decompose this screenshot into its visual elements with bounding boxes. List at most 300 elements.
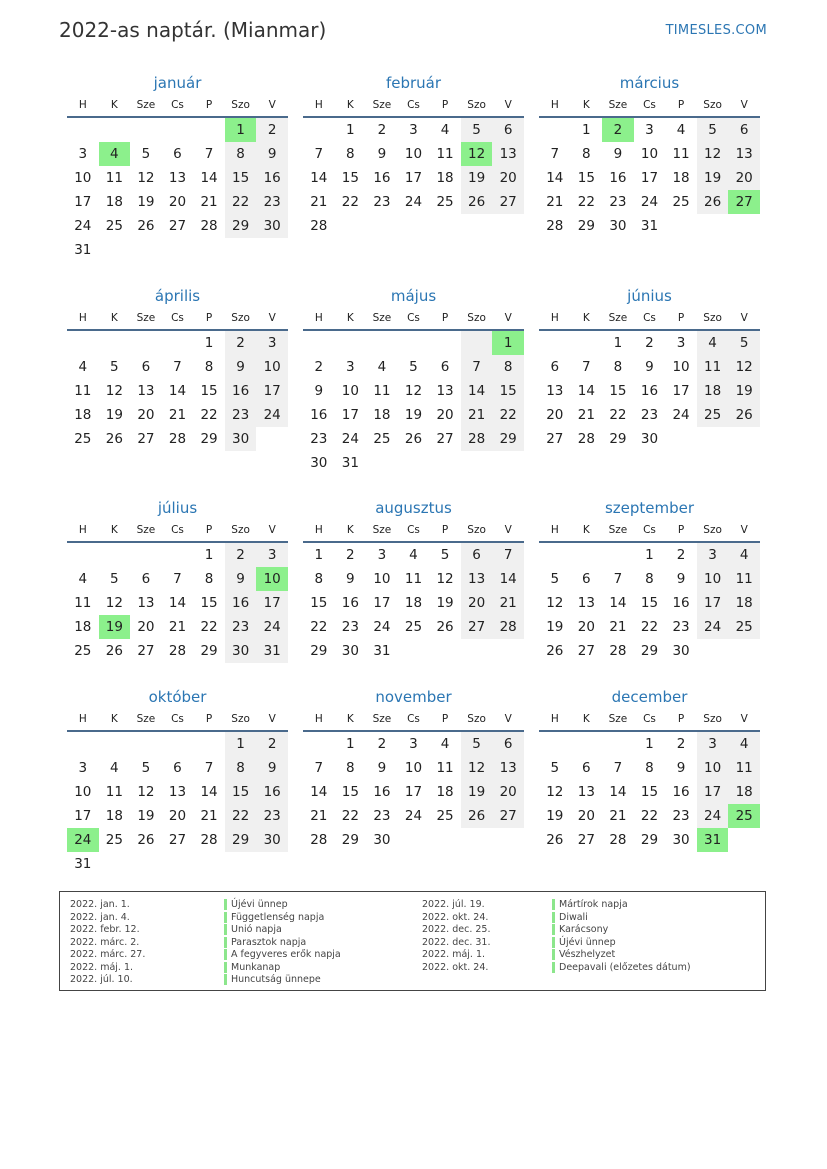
weekday-label: H	[314, 713, 323, 725]
day-cell: 9	[676, 571, 686, 587]
day-cell: 15	[341, 784, 359, 800]
weekday-label: Cs	[407, 524, 420, 536]
day-cell: 21	[546, 194, 564, 210]
day-cell: 22	[225, 190, 257, 214]
day-cell: 15	[341, 170, 359, 186]
weekday-label: K	[582, 99, 590, 111]
day-cell: 17	[640, 170, 659, 186]
empty-cell	[571, 732, 603, 756]
day-cell: 20	[168, 808, 187, 824]
legend-marker: Újévi ünnep	[552, 937, 616, 948]
day-cell: 17	[256, 591, 288, 615]
empty-cell	[335, 214, 367, 238]
day-cell: 13	[168, 784, 187, 800]
legend-holiday-name	[224, 899, 341, 912]
day-cell: 14	[200, 170, 218, 186]
day-cell: 26	[728, 403, 760, 427]
weekday-label: K	[346, 713, 354, 725]
day-cell: 21	[310, 194, 328, 210]
day-cell: 1	[582, 122, 591, 138]
day-cell: 29	[225, 828, 257, 852]
weekday-label: Sze	[372, 99, 392, 111]
empty-cell	[99, 238, 131, 262]
day-cell: 5	[440, 547, 450, 563]
day-cell: 25	[74, 643, 92, 659]
day-cell: 11	[105, 784, 123, 800]
day-grid	[303, 732, 524, 852]
legend-marker: Mártírok napja	[552, 899, 628, 910]
weekday-header	[539, 708, 760, 732]
day-cell: 15	[577, 170, 595, 186]
day-cell: 25	[404, 619, 423, 635]
day-cell: 11	[672, 146, 690, 162]
day-cell: 8	[613, 359, 623, 375]
day-cell: 10	[404, 146, 423, 162]
weekday-label: H	[78, 713, 87, 725]
weekday-header	[539, 94, 760, 118]
empty-cell	[429, 214, 461, 238]
day-cell: 4	[377, 359, 387, 375]
day-cell: 31	[341, 455, 359, 471]
weekday-label: Sze	[372, 713, 392, 725]
empty-cell	[99, 543, 131, 567]
day-cell: 5	[461, 732, 493, 756]
day-cell: 2	[377, 122, 387, 138]
day-cell: 18	[672, 170, 690, 186]
empty-cell	[130, 331, 162, 355]
day-cell: 3	[78, 146, 88, 162]
day-cell: 3	[697, 732, 729, 756]
weekday-label: V	[504, 524, 512, 536]
day-cell: 17	[74, 808, 92, 824]
day-cell: 24	[672, 407, 690, 423]
day-cell: 16	[640, 383, 659, 399]
day-cell: 6	[550, 359, 560, 375]
day-cell: 22	[200, 619, 218, 635]
day-cell: 9	[645, 359, 654, 375]
day-cell: 6	[492, 732, 524, 756]
day-cell: 26	[137, 218, 155, 234]
day-cell: 18	[728, 591, 760, 615]
empty-cell	[398, 639, 430, 663]
day-cell: 26	[137, 832, 155, 848]
day-cell: 28	[310, 218, 328, 234]
legend-holiday-name	[224, 974, 341, 987]
day-cell: 8	[346, 146, 355, 162]
day-cell: 18	[404, 595, 423, 611]
day-cell: 13	[546, 383, 564, 399]
day-cell: 26	[105, 643, 123, 659]
day-cell: 18	[74, 619, 92, 635]
day-cell: 24	[697, 804, 729, 828]
weekday-label: H	[550, 524, 559, 536]
month-calendar	[67, 285, 288, 451]
day-cell: 6	[141, 571, 151, 587]
legend-date: 2022. máj. 1.	[422, 949, 486, 960]
empty-cell	[571, 543, 603, 567]
day-cell: 11	[74, 383, 92, 399]
day-cell: 2	[377, 736, 387, 752]
day-cell: 23	[341, 619, 359, 635]
empty-cell	[665, 427, 697, 451]
day-cell: 7	[173, 359, 182, 375]
day-cell: 13	[436, 383, 454, 399]
day-cell: 27	[546, 431, 564, 447]
day-cell: 18	[436, 170, 454, 186]
empty-cell	[539, 543, 571, 567]
empty-cell	[99, 118, 131, 142]
month-name: július	[157, 499, 198, 517]
day-cell: 25	[728, 804, 760, 828]
weekday-label: P	[677, 713, 685, 725]
legend-dates-right	[422, 899, 490, 974]
weekday-label: V	[740, 312, 748, 324]
day-cell: 30	[256, 214, 288, 238]
day-cell: 25	[105, 832, 123, 848]
day-cell: 19	[137, 808, 155, 824]
day-cell: 19	[137, 194, 155, 210]
empty-cell	[398, 331, 430, 355]
day-cell: 2	[346, 547, 355, 563]
day-cell: 16	[256, 166, 288, 190]
day-cell: 12	[461, 756, 493, 780]
month-calendar	[539, 497, 760, 663]
day-grid	[67, 331, 288, 451]
day-cell: 14	[168, 595, 187, 611]
day-cell: 6	[173, 760, 182, 776]
legend-holiday-name	[552, 962, 691, 975]
day-cell: 8	[204, 571, 214, 587]
empty-cell	[492, 639, 524, 663]
day-cell: 20	[137, 619, 155, 635]
weekday-label: V	[504, 312, 512, 324]
day-cell: 14	[168, 383, 187, 399]
day-grid	[539, 732, 760, 852]
empty-cell	[429, 639, 461, 663]
weekday-label: P	[441, 99, 449, 111]
legend-holiday-name	[224, 924, 341, 937]
day-cell: 25	[74, 431, 92, 447]
day-cell: 11	[436, 146, 454, 162]
day-cell: 31	[373, 643, 391, 659]
day-cell: 12	[404, 383, 423, 399]
day-cell: 23	[225, 615, 257, 639]
day-cell: 8	[204, 359, 214, 375]
legend-holiday-name	[552, 937, 691, 950]
day-cell: 14	[492, 567, 524, 591]
month-name: április	[154, 287, 201, 305]
day-cell: 7	[582, 359, 591, 375]
weekday-header	[67, 519, 288, 543]
day-cell: 13	[577, 784, 595, 800]
weekday-label: Szo	[231, 99, 250, 111]
day-cell: 29	[200, 643, 218, 659]
weekday-header	[539, 519, 760, 543]
day-cell: 28	[200, 218, 218, 234]
day-cell: 20	[492, 166, 524, 190]
day-cell: 28	[168, 643, 187, 659]
day-cell: 9	[225, 567, 257, 591]
day-cell: 2	[314, 359, 324, 375]
empty-cell	[303, 732, 335, 756]
day-cell: 4	[440, 736, 450, 752]
day-cell: 10	[256, 355, 288, 379]
day-cell: 13	[137, 595, 155, 611]
day-cell: 15	[492, 379, 524, 403]
day-cell: 14	[546, 170, 564, 186]
day-cell: 25	[697, 403, 729, 427]
day-cell: 31	[74, 856, 92, 872]
day-cell: 7	[314, 146, 324, 162]
weekday-label: P	[205, 524, 213, 536]
weekday-label: Sze	[136, 312, 156, 324]
weekday-label: H	[550, 312, 559, 324]
day-cell: 3	[645, 122, 654, 138]
empty-cell	[492, 214, 524, 238]
day-cell: 2	[676, 547, 686, 563]
weekday-label: H	[78, 99, 87, 111]
legend-holiday-name	[552, 899, 691, 912]
weekday-label: Szo	[467, 99, 486, 111]
day-cell: 21	[310, 808, 328, 824]
day-cell: 6	[582, 571, 591, 587]
day-cell: 27	[577, 832, 595, 848]
day-cell: 30	[225, 427, 257, 451]
day-cell: 8	[225, 142, 257, 166]
day-cell: 8	[582, 146, 591, 162]
day-cell: 8	[346, 760, 355, 776]
day-cell: 20	[436, 407, 454, 423]
legend-marker: Unió napja	[224, 924, 282, 935]
day-cell: 25	[373, 431, 391, 447]
day-cell: 8	[645, 760, 654, 776]
day-cell: 7	[550, 146, 560, 162]
weekday-header	[303, 307, 524, 331]
day-cell: 2	[602, 118, 634, 142]
weekday-header	[67, 708, 288, 732]
day-cell: 7	[613, 760, 623, 776]
brand-link[interactable]: TIMESLES.COM	[665, 23, 767, 38]
day-cell: 17	[697, 780, 729, 804]
day-cell: 16	[609, 170, 627, 186]
day-cell: 27	[728, 190, 760, 214]
day-cell: 26	[461, 804, 493, 828]
weekday-header	[67, 94, 288, 118]
weekday-label: Cs	[171, 99, 184, 111]
day-cell: 28	[609, 643, 627, 659]
day-cell: 22	[640, 619, 659, 635]
day-cell: 16	[672, 595, 690, 611]
day-cell: 11	[728, 756, 760, 780]
day-cell: 29	[577, 218, 595, 234]
day-cell: 22	[225, 804, 257, 828]
empty-cell	[539, 331, 571, 355]
empty-cell	[398, 451, 430, 475]
weekday-label: Szo	[231, 524, 250, 536]
legend-marker: Függetlenség napja	[224, 912, 324, 923]
day-cell: 4	[99, 142, 131, 166]
legend-marker: Vészhelyzet	[552, 949, 615, 960]
day-cell: 13	[728, 142, 760, 166]
weekday-label: V	[740, 713, 748, 725]
weekday-label: V	[504, 713, 512, 725]
weekday-label: H	[314, 99, 323, 111]
day-cell: 21	[577, 407, 595, 423]
day-cell: 27	[577, 643, 595, 659]
day-cell: 9	[256, 756, 288, 780]
day-cell: 22	[200, 407, 218, 423]
month-name: március	[619, 74, 680, 92]
empty-cell	[303, 331, 335, 355]
day-cell: 2	[256, 732, 288, 756]
day-grid	[539, 543, 760, 663]
day-cell: 13	[461, 567, 493, 591]
empty-cell	[461, 639, 493, 663]
day-cell: 6	[492, 118, 524, 142]
month-name: augusztus	[375, 499, 452, 517]
weekday-label: Sze	[608, 312, 628, 324]
day-cell: 24	[341, 431, 359, 447]
day-cell: 7	[173, 571, 182, 587]
day-cell: 20	[546, 407, 564, 423]
day-cell: 15	[200, 383, 218, 399]
day-cell: 8	[225, 756, 257, 780]
day-cell: 27	[168, 218, 187, 234]
weekday-label: K	[110, 312, 118, 324]
day-cell: 19	[546, 808, 564, 824]
day-cell: 16	[373, 170, 391, 186]
weekday-label: Cs	[171, 524, 184, 536]
day-cell: 28	[200, 832, 218, 848]
weekday-label: V	[268, 312, 276, 324]
day-cell: 31	[256, 639, 288, 663]
empty-cell	[539, 732, 571, 756]
day-cell: 4	[78, 359, 88, 375]
empty-cell	[130, 118, 162, 142]
empty-cell	[461, 214, 493, 238]
day-cell: 21	[168, 407, 187, 423]
month-name: június	[627, 287, 672, 305]
empty-cell	[398, 214, 430, 238]
day-cell: 17	[404, 170, 423, 186]
empty-cell	[162, 732, 194, 756]
day-cell: 12	[137, 170, 155, 186]
weekday-header	[303, 519, 524, 543]
day-cell: 23	[609, 194, 627, 210]
day-cell: 20	[168, 194, 187, 210]
day-cell: 12	[697, 142, 729, 166]
day-cell: 27	[137, 643, 155, 659]
day-cell: 23	[672, 619, 690, 635]
day-cell: 7	[492, 543, 524, 567]
day-cell: 10	[256, 567, 288, 591]
day-cell: 10	[640, 146, 659, 162]
weekday-label: Szo	[703, 99, 722, 111]
weekday-label: K	[110, 524, 118, 536]
empty-cell	[256, 852, 288, 876]
day-cell: 15	[200, 595, 218, 611]
day-cell: 24	[67, 828, 99, 852]
day-cell: 15	[225, 780, 257, 804]
day-cell: 23	[256, 190, 288, 214]
day-cell: 7	[461, 355, 493, 379]
day-cell: 24	[404, 808, 423, 824]
day-cell: 5	[110, 359, 119, 375]
day-cell: 11	[697, 355, 729, 379]
empty-cell	[366, 331, 398, 355]
weekday-label: V	[740, 99, 748, 111]
day-cell: 2	[256, 118, 288, 142]
weekday-label: Szo	[703, 524, 722, 536]
weekday-header	[539, 307, 760, 331]
day-cell: 26	[404, 431, 423, 447]
day-cell: 18	[697, 379, 729, 403]
day-cell: 21	[461, 403, 493, 427]
day-cell: 4	[78, 571, 88, 587]
day-cell: 23	[373, 194, 391, 210]
weekday-label: H	[78, 524, 87, 536]
day-cell: 15	[310, 595, 328, 611]
day-cell: 18	[373, 407, 391, 423]
day-cell: 10	[697, 756, 729, 780]
day-cell: 8	[314, 571, 324, 587]
legend-holiday-name	[224, 912, 341, 925]
weekday-label: Szo	[703, 713, 722, 725]
empty-cell	[162, 238, 194, 262]
day-cell: 24	[256, 615, 288, 639]
day-cell: 24	[256, 403, 288, 427]
day-cell: 22	[640, 808, 659, 824]
day-cell: 31	[640, 218, 659, 234]
day-cell: 6	[461, 543, 493, 567]
weekday-label: K	[582, 312, 590, 324]
empty-cell	[366, 451, 398, 475]
day-cell: 27	[436, 431, 454, 447]
day-cell: 18	[74, 407, 92, 423]
legend-date: 2022. febr. 12.	[70, 924, 140, 935]
empty-cell	[602, 732, 634, 756]
day-cell: 9	[377, 146, 387, 162]
legend-marker: Parasztok napja	[224, 937, 306, 948]
day-cell: 12	[461, 142, 493, 166]
weekday-label: P	[677, 524, 685, 536]
legend-date: 2022. okt. 24.	[422, 961, 489, 973]
legend-date: 2022. dec. 31.	[422, 936, 491, 948]
empty-cell	[398, 828, 430, 852]
day-cell: 6	[582, 760, 591, 776]
day-cell: 17	[672, 383, 690, 399]
day-cell: 21	[168, 619, 187, 635]
day-cell: 22	[577, 194, 595, 210]
day-cell: 5	[461, 118, 493, 142]
day-cell: 13	[577, 595, 595, 611]
empty-cell	[571, 331, 603, 355]
day-cell: 25	[436, 194, 454, 210]
day-cell: 27	[137, 431, 155, 447]
weekday-label: Szo	[467, 312, 486, 324]
day-cell: 8	[645, 571, 654, 587]
weekday-label: Cs	[407, 99, 420, 111]
day-cell: 10	[672, 359, 690, 375]
day-cell: 23	[640, 407, 659, 423]
empty-cell	[225, 852, 257, 876]
day-cell: 26	[546, 643, 564, 659]
weekday-label: K	[346, 99, 354, 111]
day-cell: 5	[550, 760, 560, 776]
day-cell: 1	[225, 118, 257, 142]
day-cell: 20	[577, 619, 595, 635]
empty-cell	[665, 214, 697, 238]
